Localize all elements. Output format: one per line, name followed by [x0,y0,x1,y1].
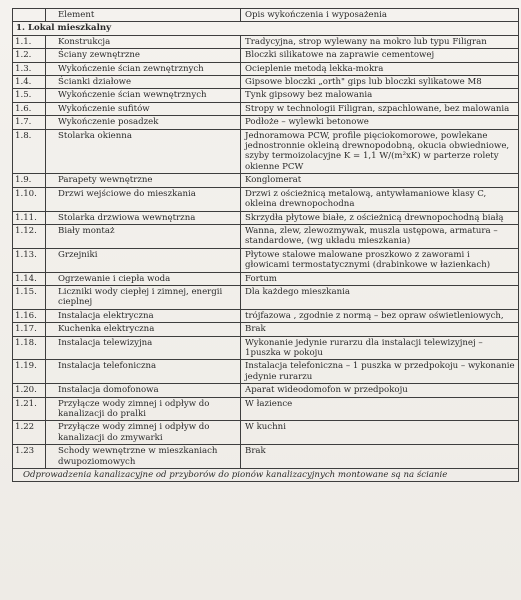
row-description-cell: Brak [241,445,519,469]
table-row [13,102,519,115]
table-row [13,89,519,102]
row-element-cell: Ściany zewnętrzne [46,49,241,62]
row-element-cell: Ścianki działowe [46,76,241,89]
row-element-cell: Parapety wewnętrzne [46,174,241,187]
header-element-cell: Element [46,9,241,22]
row-number-cell: 1.19. [13,360,46,384]
table-row [13,397,519,421]
row-number-cell: 1.15. [13,285,46,309]
table-header-row [13,9,519,22]
row-number-cell: 1.9. [13,174,46,187]
row-number-cell: 1.3. [13,62,46,75]
row-description-cell: Jednoramowa PCW, profile pięciokomorowe, powlekane jednostronnie okleiną drewnopodobną, okucia obwiedniowe, szyby termoizolacyjne K = 1,1 W/(m²xK) w parterze rolety okienne PCW [241,129,519,174]
row-element-cell: Ogrzewanie i ciepła woda [46,272,241,285]
table-row [13,116,519,129]
row-element-cell: Instalacja elektryczna [46,309,241,322]
row-number-cell: 1.8. [13,129,46,174]
row-number-cell: 1.7. [13,116,46,129]
row-description-cell: trójfazowa , zgodnie z normą – bez opraw oświetleniowych, [241,309,519,322]
footnote-row [13,469,519,482]
row-description-cell: Płytowe stalowe malowane proszkowo z zaworami i głowicami termostatycznymi (drabinkowe w łazienkach) [241,248,519,272]
row-element-cell: Wykończenie ścian zewnętrznych [46,62,241,75]
row-description-cell: Aparat wideodomofon w przedpokoju [241,384,519,397]
row-number-cell: 1.6. [13,102,46,115]
row-number-cell: 1.21. [13,397,46,421]
row-description-cell: Bloczki silikatowe na zaprawie cementowej [241,49,519,62]
table-body [13,9,519,482]
row-element-cell: Wykończenie ścian wewnętrznych [46,89,241,102]
row-element-cell: Stolarka drzwiowa wewnętrzna [46,211,241,224]
row-number-cell: 1.20. [13,384,46,397]
row-element-cell: Stolarka okienna [46,129,241,174]
row-element-cell: Konstrukcja [46,35,241,48]
table-row [13,129,519,174]
row-element-cell: Instalacja telewizyjna [46,336,241,360]
row-number-cell: 1.1. [13,35,46,48]
row-element-cell: Wykończenie sufitów [46,102,241,115]
row-number-cell: 1.23 [13,445,46,469]
row-description-cell: Ocieplenie metodą lekka-mokra [241,62,519,75]
row-element-cell: Kuchenka elektryczna [46,323,241,336]
row-description-cell: W kuchni [241,421,519,445]
table-row [13,248,519,272]
table-row [13,285,519,309]
row-number-cell: 1.14. [13,272,46,285]
row-description-cell: Wanna, zlew, zlewozmywak, muszla ustępowa, armatura – standardowe, (wg układu mieszkania) [241,224,519,248]
row-number-cell: 1.18. [13,336,46,360]
table-row [13,224,519,248]
table-row [13,211,519,224]
row-element-cell: Biały montaż [46,224,241,248]
row-element-cell: Drzwi wejściowe do mieszkania [46,187,241,211]
table-row [13,49,519,62]
table-row [13,35,519,48]
row-description-cell: W łazience [241,397,519,421]
row-description-cell: Tynk gipsowy bez malowania [241,89,519,102]
row-number-cell: 1.5. [13,89,46,102]
section-row [13,22,519,35]
table-row [13,62,519,75]
row-description-cell: Tradycyjna, strop wylewany na mokro lub typu Filigran [241,35,519,48]
row-description-cell: Stropy w technologii Filigran, szpachlowane, bez malowania [241,102,519,115]
table-row [13,384,519,397]
row-description-cell: Konglomerat [241,174,519,187]
row-description-cell: Gipsowe bloczki „orth" gips lub bloczki sylikatowe M8 [241,76,519,89]
table-row [13,323,519,336]
row-element-cell: Wykończenie posadzek [46,116,241,129]
row-description-cell: Instalacja telefoniczna – 1 puszka w przedpokoju – wykonanie jedynie rurarzu [241,360,519,384]
table-row [13,272,519,285]
header-num-cell [13,9,46,22]
row-element-cell: Liczniki wody ciepłej i zimnej, energii cieplnej [46,285,241,309]
table-row [13,309,519,322]
row-description-cell: Podłoże – wylewki betonowe [241,116,519,129]
row-element-cell: Grzejniki [46,248,241,272]
row-number-cell: 1.16. [13,309,46,322]
row-description-cell: Wykonanie jedynie rurarzu dla instalacji telewizyjnej – 1puszka w pokoju [241,336,519,360]
footnote-text: Odprowadzenia kanalizacyjne od przyborów do pionów kanalizacyjnych montowane są na ścianie [13,469,519,482]
row-number-cell: 1.4. [13,76,46,89]
row-element-cell: Instalacja domofonowa [46,384,241,397]
section-title: 1. Lokal mieszkalny [13,22,519,35]
table-row [13,445,519,469]
row-element-cell: Przyłącze wody zimnej i odpływ do kanalizacji do zmywarki [46,421,241,445]
row-description-cell: Brak [241,323,519,336]
row-element-cell: Przyłącze wody zimnej i odpływ do kanalizacji do pralki [46,397,241,421]
row-number-cell: 1.2. [13,49,46,62]
table-row [13,187,519,211]
table-row [13,76,519,89]
row-number-cell: 1.11. [13,211,46,224]
row-number-cell: 1.13. [13,248,46,272]
table-row [13,360,519,384]
header-description-cell: Opis wykończenia i wyposażenia [241,9,519,22]
table-row [13,336,519,360]
row-element-cell: Instalacja telefoniczna [46,360,241,384]
row-number-cell: 1.17. [13,323,46,336]
row-number-cell: 1.22 [13,421,46,445]
row-number-cell: 1.10. [13,187,46,211]
row-description-cell: Skrzydła płytowe białe, z ościeżnicą drewnopochodną białą [241,211,519,224]
table-row [13,174,519,187]
table-row [13,421,519,445]
specification-table [12,8,519,482]
row-description-cell: Fortum [241,272,519,285]
row-number-cell: 1.12. [13,224,46,248]
row-description-cell: Dla każdego mieszkania [241,285,519,309]
row-element-cell: Schody wewnętrzne w mieszkaniach dwupoziomowych [46,445,241,469]
row-description-cell: Drzwi z ościeżnicą metalową, antywłamaniowe klasy C, okleina drewnopochodna [241,187,519,211]
